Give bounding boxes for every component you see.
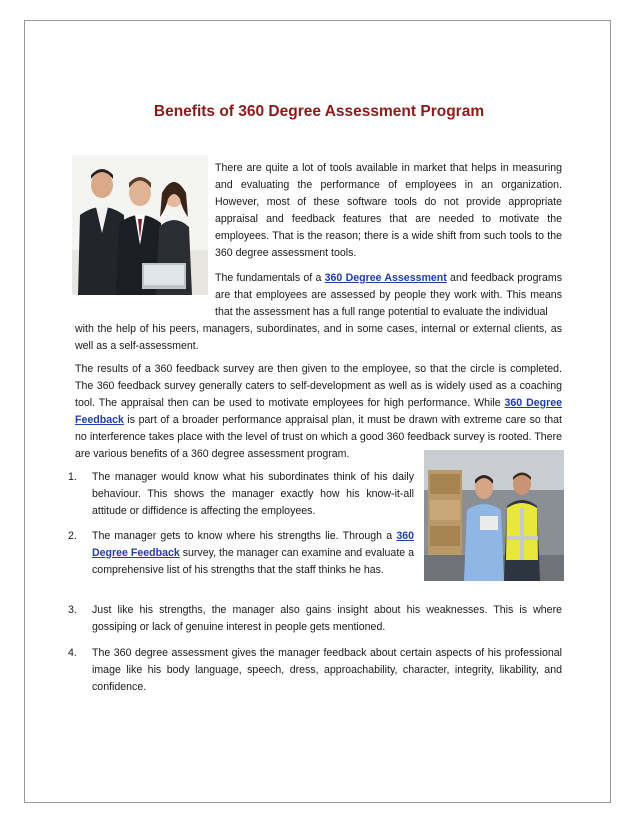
results-paragraph — [75, 361, 562, 463]
results-post: is part of a broader performance appraisal plan, it must be drawn with extreme care so that no interference takes place with the level of trust on which a good 360 feedback survey is rooted. There are various benefits of a 360 degree assessment program. — [75, 414, 562, 460]
benefit-list-item-3 — [68, 602, 562, 636]
fundamentals-paragraph-bottom: with the help of his peers, managers, subordinates, and in some cases, internal or external clients, as well as a self-assessment. — [75, 323, 562, 352]
business-team-photo — [72, 155, 208, 295]
list-text-2 — [92, 528, 414, 579]
link-360-degree-feedback-survey[interactable]: 360 Degree Feedback — [92, 530, 414, 559]
list-number-2: 2. — [68, 530, 77, 542]
link-360-degree-feedback[interactable]: 360 Degree Feedback — [75, 397, 562, 426]
page-title: Benefits of 360 Degree Assessment Program — [153, 103, 485, 120]
fundamentals-paragraph-top — [215, 270, 562, 321]
intro-paragraph: There are quite a lot of tools available in market that helps in measuring and evaluating the performance of employees in an organization. However, most of these software tools do not provide appropriate appraisal and feedback features that are needed to motivate the employees. That is the reason; there is a wide shift from such tools to the 360 degree assessment tools. — [215, 162, 562, 259]
list-text-2-post: survey, the manager can examine and evaluate a comprehensive list of his strengths that the staff thinks he has. — [92, 547, 414, 576]
list-number-3: 3. — [68, 604, 77, 616]
results-pre: The results of a 360 feedback survey are then given to the employee, so that the circle is completed. The 360 feedback survey generally caters to self-development as well as is widely used as a coaching tool. The appraisal then can be used to motivate employees for high performance. While — [75, 363, 562, 409]
fundamentals-pre: The fundamentals of a — [215, 272, 325, 284]
list-number-4: 4. — [68, 647, 77, 659]
benefit-list-item-2 — [68, 528, 414, 579]
list-text-1: The manager would know what his subordinates think of his daily behaviour. This shows the manager exactly how his know-it-all attitude or diffidence is affecting the employees. — [92, 471, 414, 517]
warehouse-workers-photo — [424, 450, 564, 581]
benefit-list-item-4 — [68, 645, 562, 696]
fundamentals-post-top: and feedback programs are that employees are assessed by people they work with. This means that the assessment has a full range potential to evaluate the individual — [215, 272, 563, 318]
list-text-4: The 360 degree assessment gives the manager feedback about certain aspects of his professional image like his body language, speech, dress, approachability, character, integrity, likability, and confidence. — [92, 647, 562, 693]
list-text-3: Just like his strengths, the manager also gains insight about his weaknesses. This is where gossiping or lack of genuine interest in people gets mentioned. — [92, 604, 562, 633]
benefit-list-item-1 — [68, 469, 414, 520]
list-text-2-pre: The manager gets to know where his strengths lie. Through a — [92, 530, 397, 542]
link-360-degree-assessment[interactable]: 360 Degree Assessment — [324, 272, 447, 284]
list-number-1: 1. — [68, 471, 77, 483]
